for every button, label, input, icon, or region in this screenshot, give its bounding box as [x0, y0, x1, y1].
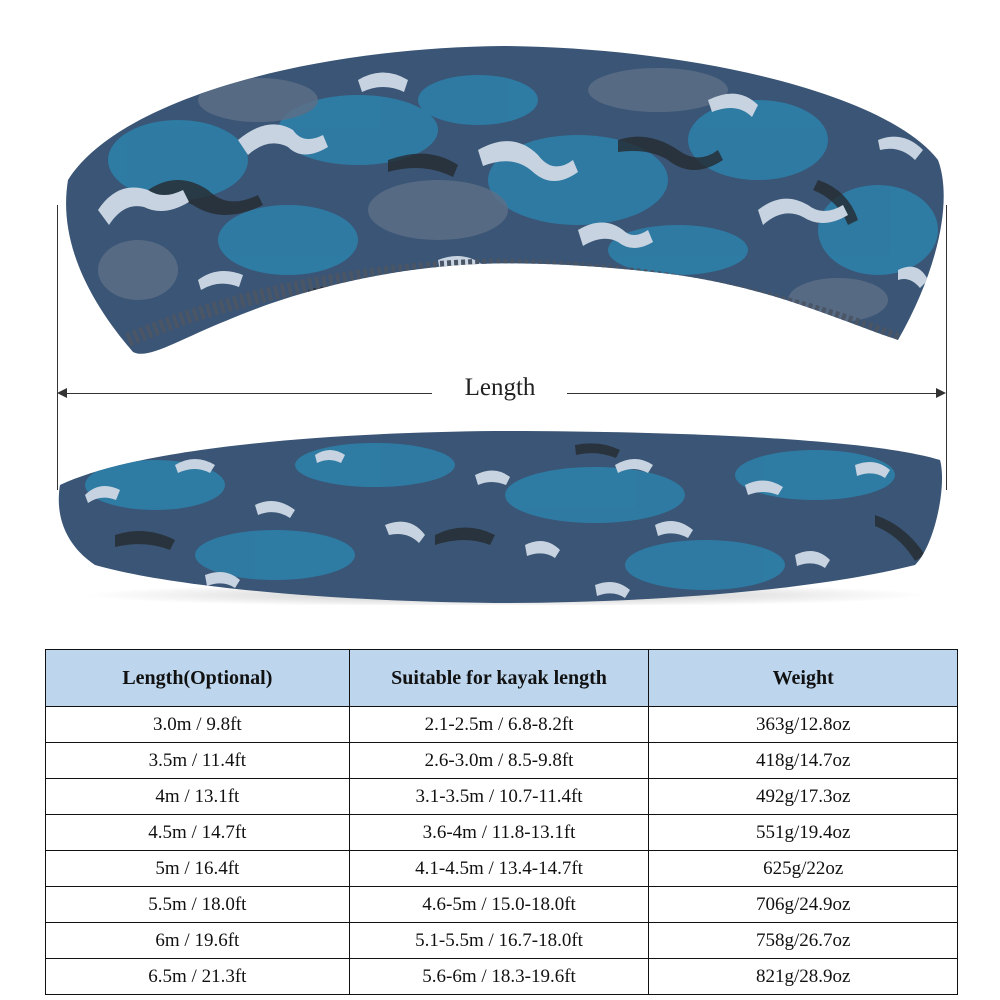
size-spec-table [45, 649, 958, 995]
cell-length: 6m / 19.6ft [46, 923, 350, 959]
cell-kayak-length: 5.6-6m / 18.3-19.6ft [349, 959, 649, 995]
cell-length: 3.5m / 11.4ft [46, 743, 350, 779]
cell-length: 5.5m / 18.0ft [46, 887, 350, 923]
cell-weight: 758g/26.7oz [649, 923, 958, 959]
cell-weight: 551g/19.4oz [649, 815, 958, 851]
cell-kayak-length: 3.6-4m / 11.8-13.1ft [349, 815, 649, 851]
header-length-optional: Length(Optional) [46, 650, 350, 707]
cell-kayak-length: 4.6-5m / 15.0-18.0ft [349, 887, 649, 923]
kayak-cover-fitted-image [55, 425, 947, 605]
table-row [46, 779, 958, 815]
cell-kayak-length: 2.6-3.0m / 8.5-9.8ft [349, 743, 649, 779]
table-header-row [46, 650, 958, 707]
table-row [46, 923, 958, 959]
cell-length: 5m / 16.4ft [46, 851, 350, 887]
cell-length: 4m / 13.1ft [46, 779, 350, 815]
dimension-arrow-left-line [60, 393, 432, 394]
cell-length: 3.0m / 9.8ft [46, 707, 350, 743]
cell-weight: 418g/14.7oz [649, 743, 958, 779]
cell-length: 4.5m / 14.7ft [46, 815, 350, 851]
cell-kayak-length: 4.1-4.5m / 13.4-14.7ft [349, 851, 649, 887]
header-suitable-kayak-length: Suitable for kayak length [349, 650, 649, 707]
cell-weight: 492g/17.3oz [649, 779, 958, 815]
cell-kayak-length: 2.1-2.5m / 6.8-8.2ft [349, 707, 649, 743]
arrow-right-icon [936, 388, 946, 398]
dimension-arrow-right-line [567, 393, 939, 394]
kayak-cover-top-image [58, 40, 948, 370]
cell-weight: 363g/12.8oz [649, 707, 958, 743]
length-dimension-label: Length [464, 374, 536, 401]
table-row [46, 887, 958, 923]
cell-length: 6.5m / 21.3ft [46, 959, 350, 995]
table-row [46, 851, 958, 887]
table-row [46, 743, 958, 779]
cell-weight: 821g/28.9oz [649, 959, 958, 995]
table-row [46, 815, 958, 851]
cell-weight: 706g/24.9oz [649, 887, 958, 923]
arrow-left-icon [57, 388, 67, 398]
cell-kayak-length: 5.1-5.5m / 16.7-18.0ft [349, 923, 649, 959]
cell-weight: 625g/22oz [649, 851, 958, 887]
table-row [46, 707, 958, 743]
cell-kayak-length: 3.1-3.5m / 10.7-11.4ft [349, 779, 649, 815]
table-row [46, 959, 958, 995]
header-weight: Weight [649, 650, 958, 707]
